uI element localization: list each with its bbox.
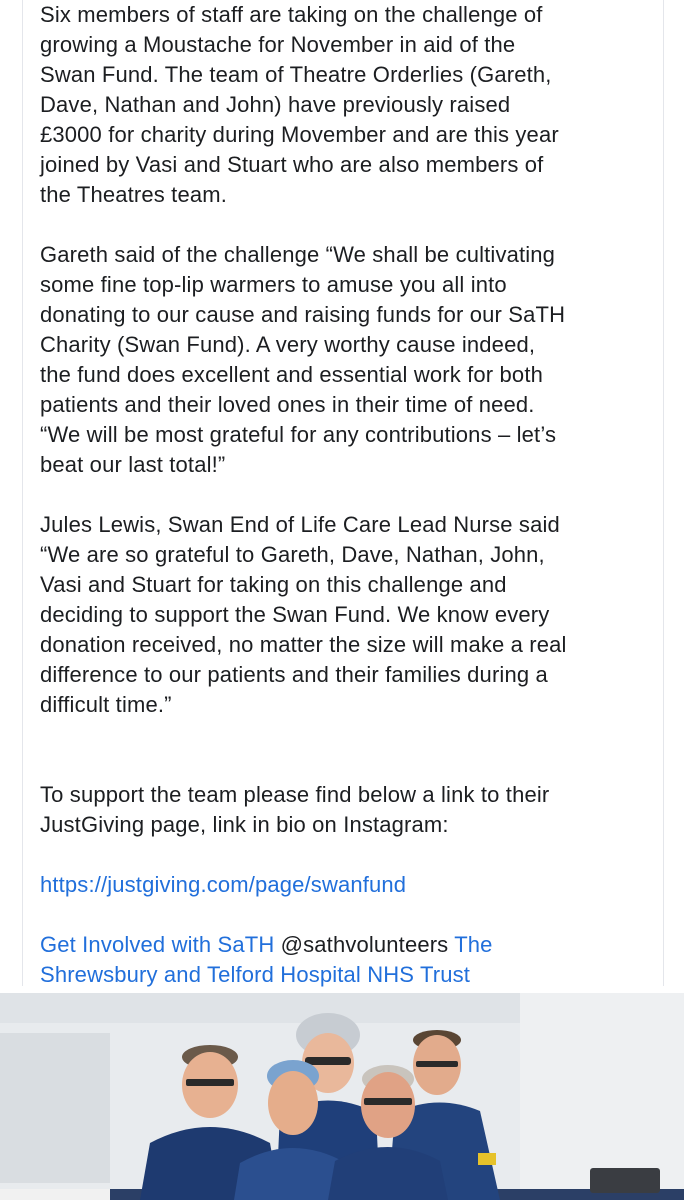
- trust-link-part2[interactable]: Shrewsbury and Telford Hospital NHS Trust: [40, 962, 471, 987]
- post-body: [40, 0, 666, 1050]
- trust-link-part1[interactable]: The: [454, 932, 493, 957]
- get-involved-link[interactable]: Get Involved with SaTH: [40, 932, 275, 957]
- post-paragraph-jules-quote: Jules Lewis, Swan End of Life Care Lead Nurse said “We are so grateful to Gareth, Dave, Nathan, John, Vasi and Stuart for taking on this challenge and deciding to support the Swan Fund. We know every donation received, no matter the size will make a real difference to our patients and their families during a difficult time.”: [40, 512, 567, 717]
- post-paragraph-intro: Six members of staff are taking on the challenge of growing a Moustache for November in aid of the Swan Fund. The team of Theatre Orderlies (Gareth, Dave, Nathan and John) have previously raised £3000 for charity during Movember and are this year joined by Vasi and Stuart who are also members of the Theatres team.: [40, 2, 559, 207]
- justgiving-link[interactable]: https://justgiving.com/page/swanfund: [40, 872, 407, 897]
- post-paragraph-support: [40, 750, 666, 900]
- support-text: To support the team please find below a link to their JustGiving page, link in bio on Instagram:: [40, 782, 550, 837]
- post-paragraph-gareth-quote: Gareth said of the challenge “We shall be cultivating some fine top-lip warmers to amuse you all into donating to our cause and raising funds for our SaTH Charity (Swan Fund). A very worthy cause indeed, the fund does excellent and essential work for both patients and their loved ones in their time of need. “We will be most grateful for any contributions – let’s beat our last total!”: [40, 242, 566, 477]
- sathvolunteers-mention[interactable]: @sathvolunteers: [274, 932, 455, 957]
- team-photo-illustration: [0, 993, 684, 1200]
- team-photo[interactable]: [0, 993, 684, 1200]
